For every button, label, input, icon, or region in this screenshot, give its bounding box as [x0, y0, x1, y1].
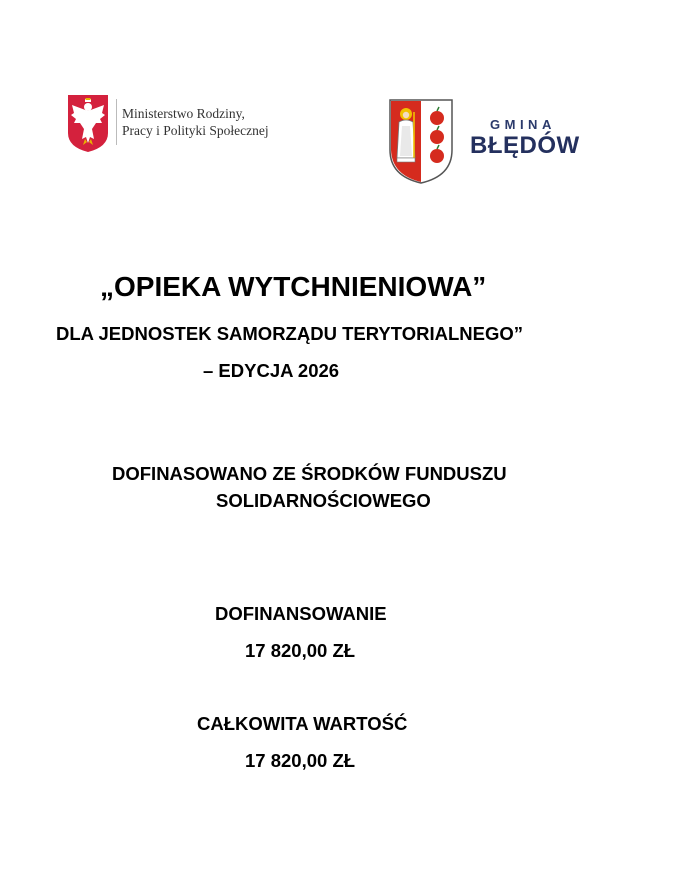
funding-label: DOFINANSOWANIE — [215, 603, 387, 624]
funding-note-line1: DOFINASOWANO ZE ŚRODKÓW FUNDUSZU — [112, 463, 507, 484]
logo-divider — [116, 99, 117, 145]
polish-eagle-emblem-icon — [66, 93, 110, 153]
gmina-logo — [388, 98, 578, 186]
total-value-label: CAŁKOWITA WARTOŚĆ — [197, 713, 408, 734]
funding-value: 17 820,00 ZŁ — [245, 640, 356, 661]
ministry-name-line2: Pracy i Polityki Społecznej — [122, 123, 269, 138]
ministry-logo — [66, 93, 269, 155]
ministry-name-line1: Ministerstwo Rodziny, — [122, 106, 245, 121]
gmina-label: GMINA — [490, 117, 556, 132]
program-edition: – EDYCJA 2026 — [203, 360, 340, 381]
gmina-name: BŁĘDÓW — [470, 132, 580, 159]
funding-note-line2: SOLIDARNOŚCIOWEGO — [216, 490, 431, 511]
program-subtitle: DLA JEDNOSTEK SAMORZĄDU TERYTORIALNEGO” — [56, 323, 523, 344]
gmina-coat-of-arms-icon — [388, 98, 454, 184]
program-title: „OPIEKA WYTCHNIENIOWA” — [100, 271, 487, 302]
total-value: 17 820,00 ZŁ — [245, 750, 356, 771]
